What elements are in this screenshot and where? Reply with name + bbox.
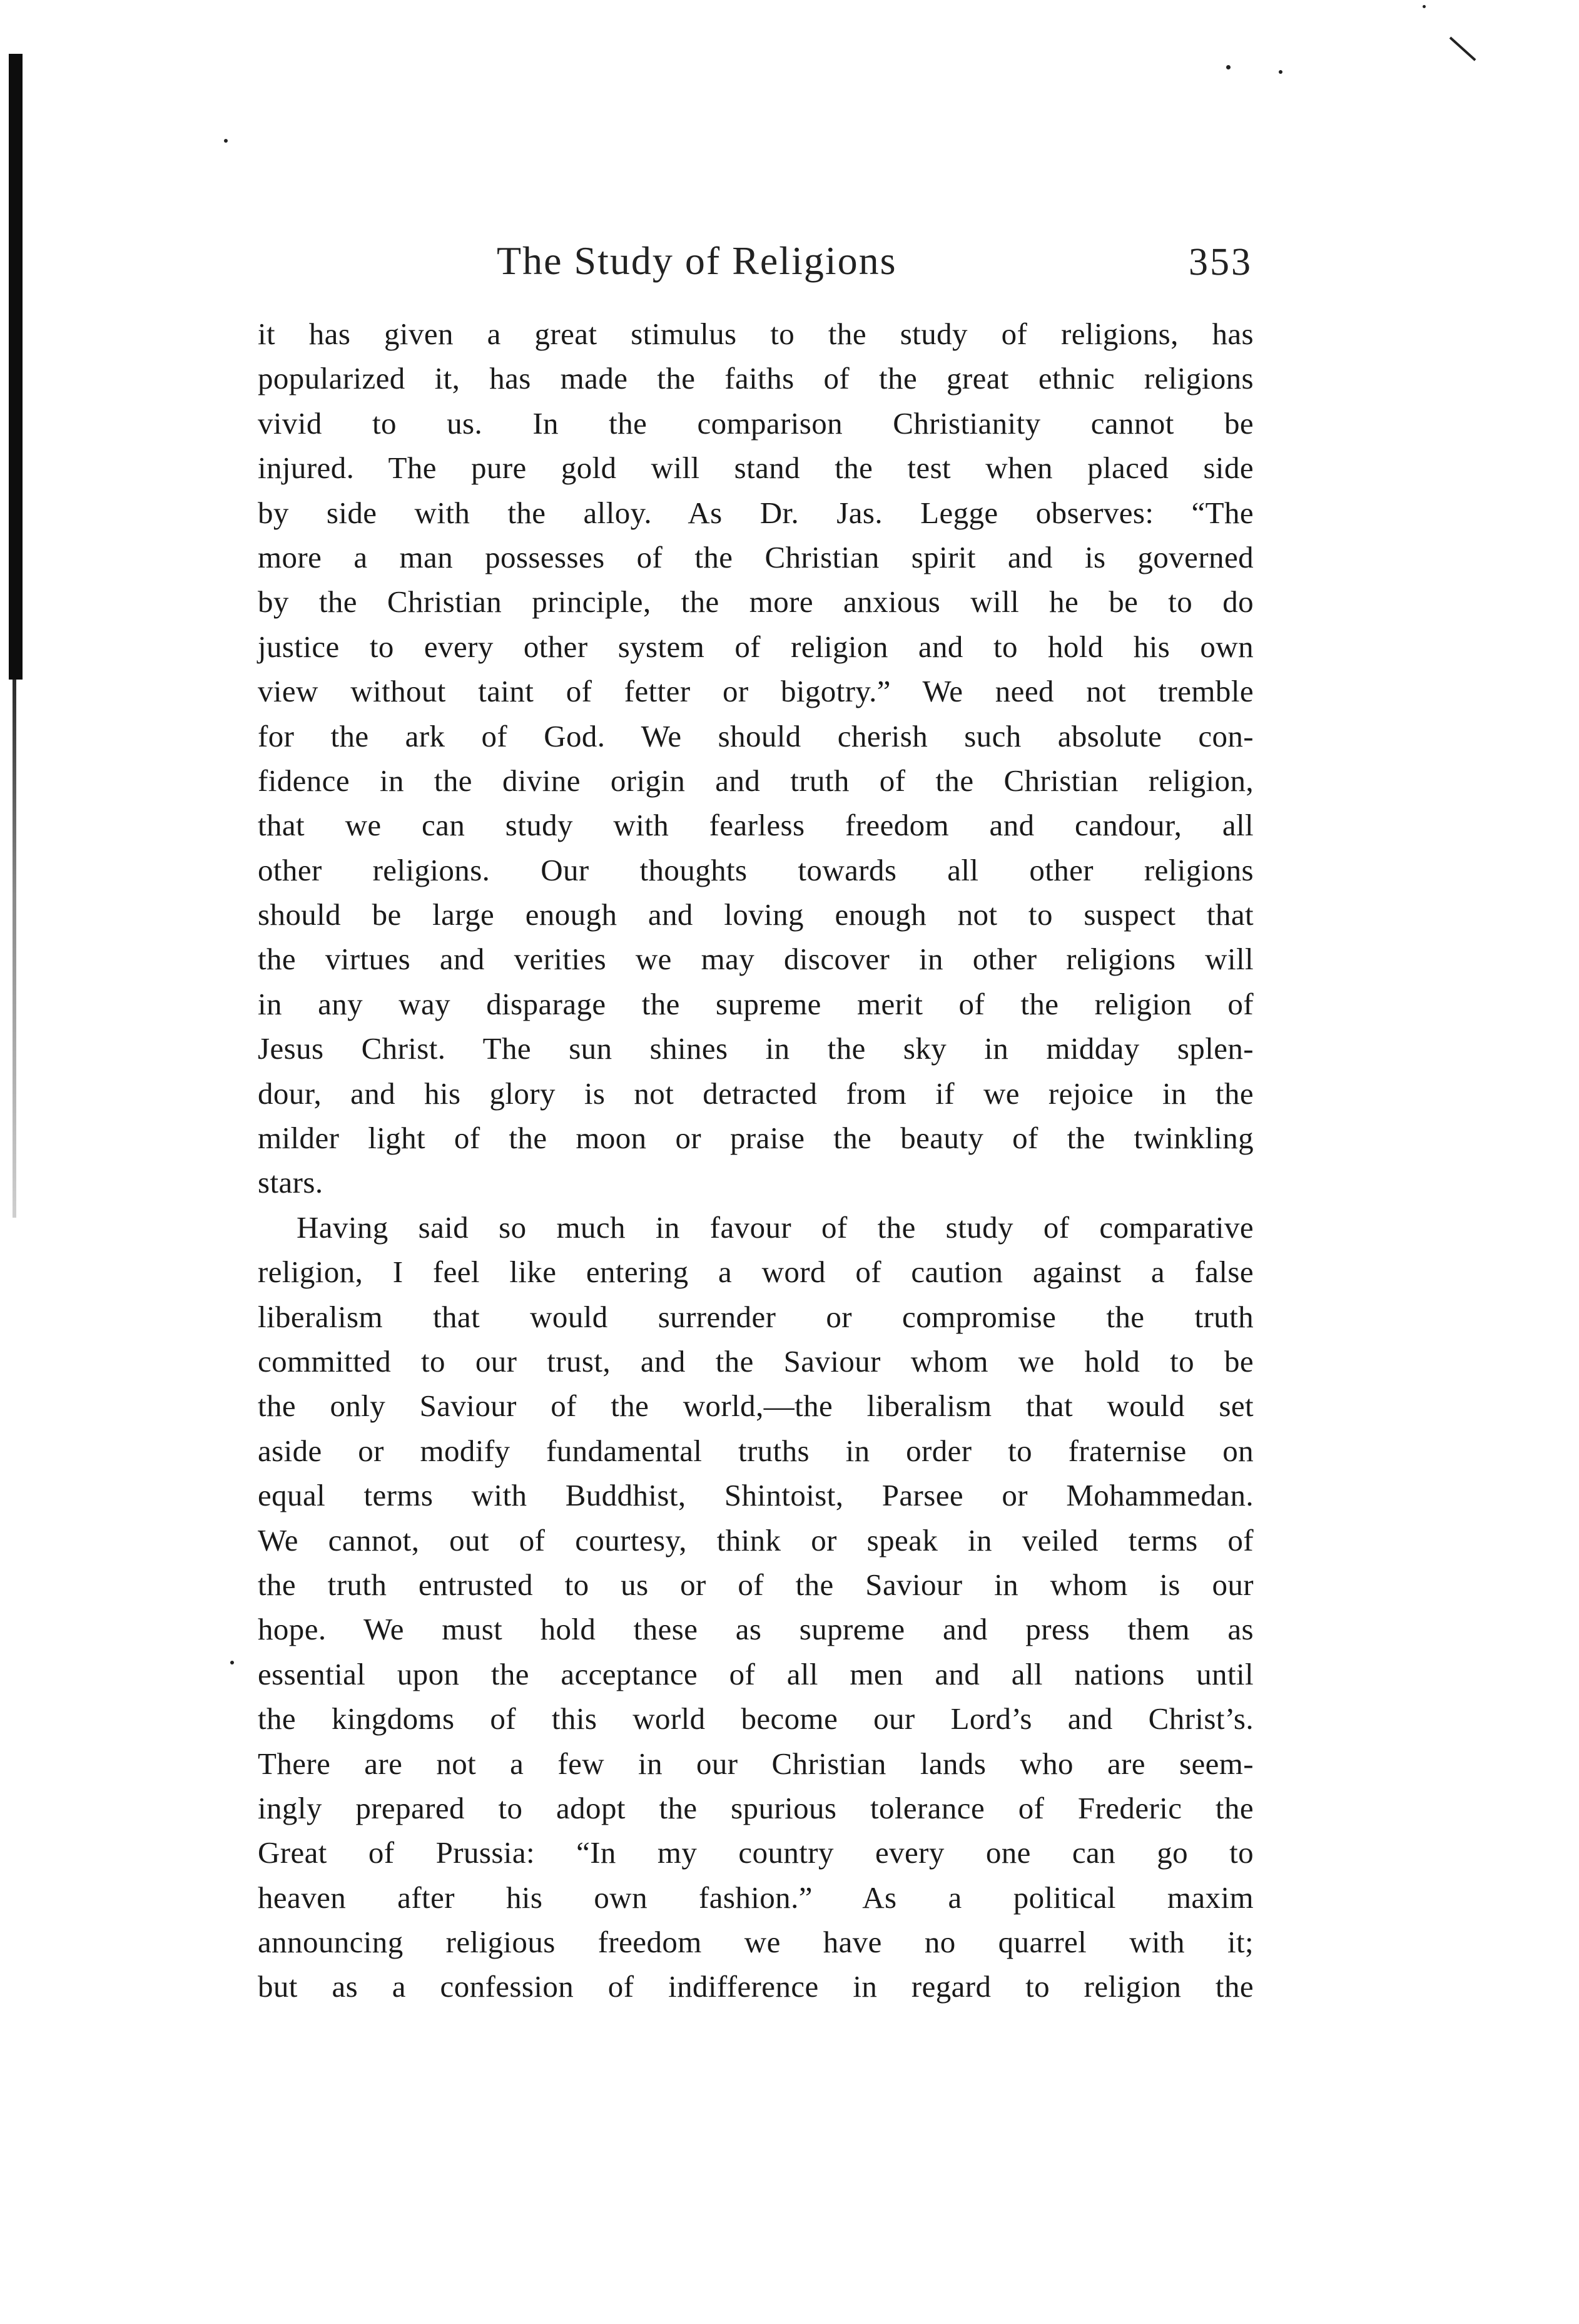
text-line: liberalism that would surrender or compromise the truth <box>258 1299 1254 1334</box>
text-line: essential upon the acceptance of all men and all nations until <box>258 1656 1254 1691</box>
body-text <box>258 312 1254 2009</box>
text-line: milder light of the moon or praise the beauty of the twinkling <box>258 1121 1254 1156</box>
text-line: but as a confession of indifference in regard to religion the <box>258 1969 1254 2004</box>
scan-speck <box>1279 70 1282 74</box>
text-line: in any way disparage the supreme merit of the religion of <box>258 986 1254 1021</box>
text-line: by the Christian principle, the more anxious will he be to do <box>258 584 1254 619</box>
text-line: hope. We must hold these as supreme and press them as <box>258 1612 1254 1647</box>
text-line: Having said so much in favour of the study of comparative <box>297 1210 1254 1245</box>
text-line: stars. <box>258 1165 323 1200</box>
scan-speck <box>1226 65 1231 69</box>
text-line: There are not a few in our Christian lands who are seem- <box>258 1746 1254 1781</box>
paragraph-1 <box>258 312 1254 1205</box>
text-line: heaven after his own fashion.” As a political maxim <box>258 1880 1254 1915</box>
text-line: justice to every other system of religion and to hold his own <box>258 629 1254 664</box>
text-line: other religions. Our thoughts towards all other religions <box>258 852 1254 887</box>
text-line: the virtues and verities we may discover in other religions will <box>258 942 1254 977</box>
text-line: announcing religious freedom we have no quarrel with it; <box>258 1925 1254 1960</box>
text-line: the truth entrusted to us or of the Saviour in whom is our <box>258 1567 1254 1602</box>
text-line: Great of Prussia: “In my country every one can go to <box>258 1835 1254 1870</box>
text-line: committed to our trust, and the Saviour whom we hold to be <box>258 1343 1254 1379</box>
text-line: We cannot, out of courtesy, think or speak in veiled terms of <box>258 1522 1254 1557</box>
text-line: ingly prepared to adopt the spurious tolerance of Frederic the <box>258 1790 1254 1825</box>
text-line: dour, and his glory is not detracted from if we rejoice in the <box>258 1076 1254 1111</box>
page-binding-shadow <box>13 680 16 1218</box>
text-line: more a man possesses of the Christian spirit and is governed <box>258 539 1254 574</box>
text-line: fidence in the divine origin and truth of the Christian religion, <box>258 763 1254 798</box>
text-line: injured. The pure gold will stand the test when placed side <box>258 451 1254 486</box>
text-line: by side with the alloy. As Dr. Jas. Legge observes: “The <box>258 495 1254 530</box>
text-line: the kingdoms of this world become our Lord’s and Christ’s. <box>258 1701 1254 1736</box>
page-binding-edge <box>9 54 23 680</box>
text-line: that we can study with fearless freedom and candour, all <box>258 808 1254 843</box>
text-line: religion, I feel like entering a word of caution against a false <box>258 1255 1254 1290</box>
text-line: popularized it, has made the faiths of the great ethnic religions <box>258 361 1254 396</box>
text-line: the only Saviour of the world,—the liberalism that would set <box>258 1389 1254 1424</box>
text-line: equal terms with Buddhist, Shintoist, Parsee or Mohammedan. <box>258 1478 1254 1513</box>
text-line: Jesus Christ. The sun shines in the sky in midday splen- <box>258 1031 1254 1066</box>
scan-speck <box>230 1661 234 1664</box>
scan-mark <box>1450 37 1476 61</box>
paragraph-2 <box>258 1205 1254 2009</box>
page-number: 353 <box>1189 241 1252 283</box>
text-line: should be large enough and loving enough not to suspect that <box>258 897 1254 932</box>
scan-speck <box>1423 5 1426 8</box>
page-header <box>256 233 1257 295</box>
text-line: it has given a great stimulus to the study of religions, has <box>258 317 1254 351</box>
text-line: aside or modify fundamental truths in order to fraternise on <box>258 1433 1254 1468</box>
text-line: vivid to us. In the comparison Christianity cannot be <box>258 405 1254 441</box>
text-line: for the ark of God. We should cherish such absolute con- <box>258 718 1254 753</box>
running-title: The Study of Religions <box>497 238 897 283</box>
scan-speck <box>224 139 228 143</box>
text-line: view without taint of fetter or bigotry.” We need not tremble <box>258 674 1254 709</box>
